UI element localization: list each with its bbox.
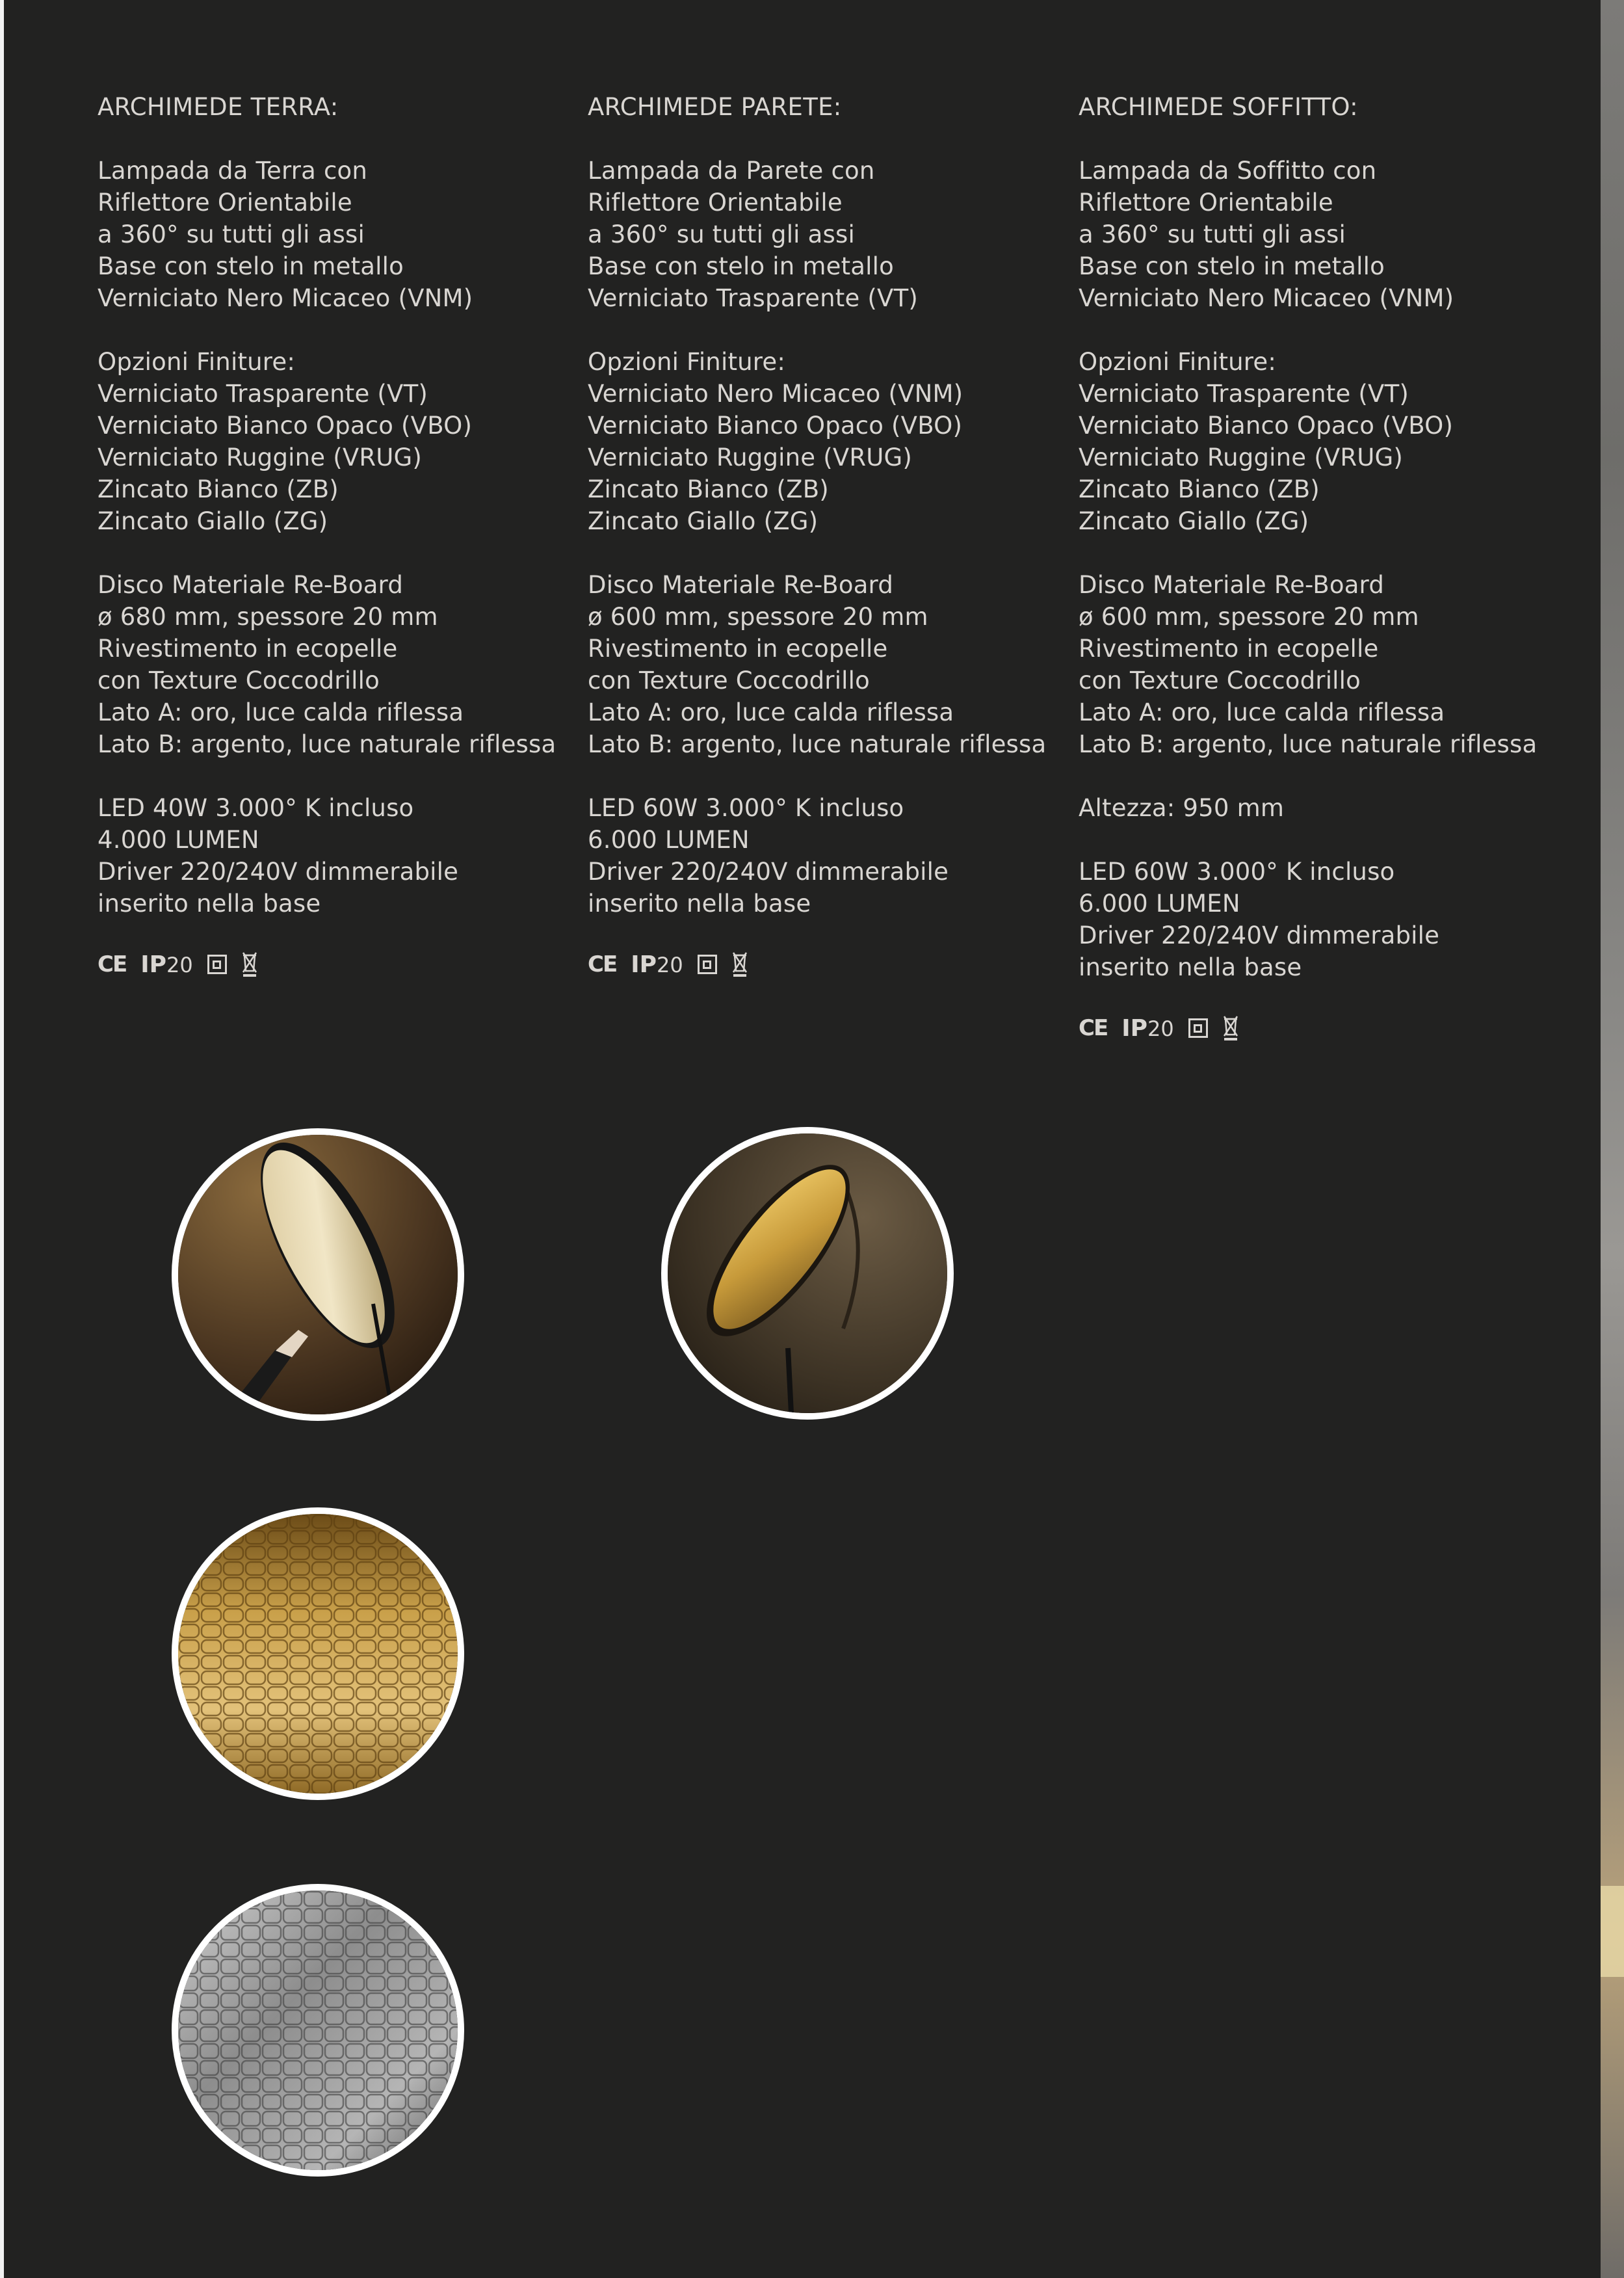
ip-rating: IP20	[1121, 1014, 1174, 1042]
product-column-2	[588, 91, 1069, 981]
product-title: ARCHIMEDE PARETE:	[588, 93, 842, 121]
ip-rating: IP20	[140, 951, 193, 978]
spec-line: Lato A: oro, luce calda riflessa	[98, 698, 464, 726]
spec-line: 6.000 LUMEN	[1079, 890, 1240, 918]
spec-line: a 360° su tutti gli assi	[588, 220, 855, 248]
photo-wall-lamp	[661, 1127, 954, 1420]
spec-line: ø 600 mm, spessore 20 mm	[1079, 603, 1419, 631]
spec-line: Riflettore Orientabile	[1079, 189, 1333, 217]
spec-line: Riflettore Orientabile	[98, 189, 352, 217]
spec-line: Verniciato Nero Micaceo (VNM)	[1079, 284, 1454, 312]
spec-line: Altezza: 950 mm	[1079, 794, 1285, 822]
spec-line: Verniciato Trasparente (VT)	[588, 284, 919, 312]
product-column-1	[98, 91, 579, 981]
spec-line: Verniciato Trasparente (VT)	[98, 380, 428, 408]
spec-line: Lato A: oro, luce calda riflessa	[588, 698, 954, 726]
spec-line: Disco Materiale Re-Board	[98, 571, 404, 599]
spec-line: Base con stelo in metallo	[98, 252, 404, 280]
spec-line: Verniciato Bianco Opaco (VBO)	[98, 412, 473, 440]
spec-line: Lampada da Terra con	[98, 157, 368, 185]
weee-bin-icon	[241, 951, 258, 977]
disc-specs	[98, 569, 579, 760]
spec-line: Verniciato Bianco Opaco (VBO)	[1079, 412, 1454, 440]
height-spec	[1079, 792, 1560, 824]
spec-line: Lato B: argento, luce naturale riflessa	[1079, 730, 1538, 758]
spec-line: Disco Materiale Re-Board	[1079, 571, 1385, 599]
spec-line: Verniciato Ruggine (VRUG)	[98, 444, 423, 471]
finish-options	[98, 346, 579, 537]
spec-line: Disco Materiale Re-Board	[588, 571, 894, 599]
spec-line: Opzioni Finiture:	[98, 348, 296, 376]
product-description	[588, 155, 1069, 314]
spec-line: Verniciato Trasparente (VT)	[1079, 380, 1409, 408]
spec-line: Lampada da Soffitto con	[1079, 157, 1377, 185]
weee-bin-icon	[731, 951, 748, 977]
spec-line: Riflettore Orientabile	[588, 189, 843, 217]
ce-mark-icon: CE	[588, 951, 617, 977]
spec-line: Base con stelo in metallo	[588, 252, 894, 280]
spec-line: ø 600 mm, spessore 20 mm	[588, 603, 928, 631]
spec-line: Lato B: argento, luce naturale riflessa	[588, 730, 1047, 758]
certification-marks	[1079, 1012, 1560, 1044]
spec-line: Zincato Giallo (ZG)	[588, 507, 819, 535]
product-description	[98, 155, 579, 314]
product-column-3	[1079, 91, 1560, 1044]
finish-options	[1079, 346, 1560, 537]
spec-line: con Texture Coccodrillo	[98, 667, 380, 695]
spec-line: Zincato Bianco (ZB)	[588, 475, 829, 503]
spec-line: Lampada da Parete con	[588, 157, 875, 185]
page-left-edge	[0, 0, 4, 2278]
spec-line: Verniciato Nero Micaceo (VNM)	[98, 284, 473, 312]
weee-bin-icon	[1222, 1015, 1239, 1041]
product-description	[1079, 155, 1560, 314]
spec-line: Rivestimento in ecopelle	[1079, 635, 1379, 663]
spec-line: Opzioni Finiture:	[1079, 348, 1277, 376]
spec-line: Driver 220/240V dimmerabile	[588, 858, 949, 886]
spec-line: con Texture Coccodrillo	[1079, 667, 1361, 695]
spec-line: Zincato Giallo (ZG)	[1079, 507, 1309, 535]
spec-line: LED 40W 3.000° K incluso	[98, 794, 414, 822]
certification-marks	[588, 948, 1069, 981]
adjacent-page-strip	[1601, 0, 1624, 2278]
spec-line: Zincato Bianco (ZB)	[98, 475, 339, 503]
spec-line: Opzioni Finiture:	[588, 348, 786, 376]
spec-line: Verniciato Nero Micaceo (VNM)	[588, 380, 963, 408]
led-specs	[588, 792, 1069, 920]
spec-line: Base con stelo in metallo	[1079, 252, 1385, 280]
spec-line: Verniciato Bianco Opaco (VBO)	[588, 412, 963, 440]
spec-line: LED 60W 3.000° K incluso	[588, 794, 904, 822]
spec-line: Zincato Giallo (ZG)	[98, 507, 328, 535]
photo-silver-crocodile-texture	[172, 1884, 464, 2177]
spec-line: Driver 220/240V dimmerabile	[1079, 921, 1440, 949]
class-ii-icon	[1188, 1018, 1208, 1038]
product-title: ARCHIMEDE SOFFITTO:	[1079, 93, 1358, 121]
spec-line: Lato A: oro, luce calda riflessa	[1079, 698, 1445, 726]
spec-line: a 360° su tutti gli assi	[98, 220, 365, 248]
spec-line: 4.000 LUMEN	[98, 826, 259, 854]
spec-line: inserito nella base	[1079, 953, 1302, 981]
photo-gold-crocodile-texture	[172, 1507, 464, 1800]
spec-line: a 360° su tutti gli assi	[1079, 220, 1346, 248]
photo-floor-lamp-hand	[172, 1128, 464, 1421]
spec-line: Lato B: argento, luce naturale riflessa	[98, 730, 557, 758]
spec-line: inserito nella base	[588, 890, 811, 918]
disc-specs	[588, 569, 1069, 760]
certification-marks	[98, 948, 579, 981]
spec-line: Rivestimento in ecopelle	[98, 635, 398, 663]
spec-line: 6.000 LUMEN	[588, 826, 750, 854]
spec-line: ø 680 mm, spessore 20 mm	[98, 603, 438, 631]
finish-options	[588, 346, 1069, 537]
class-ii-icon	[207, 955, 227, 974]
ip-rating: IP20	[631, 951, 683, 978]
led-specs	[98, 792, 579, 920]
led-specs	[1079, 856, 1560, 983]
spec-line: Driver 220/240V dimmerabile	[98, 858, 459, 886]
spec-line: Zincato Bianco (ZB)	[1079, 475, 1320, 503]
ce-mark-icon: CE	[98, 951, 127, 977]
class-ii-icon	[698, 955, 717, 974]
spec-line: Verniciato Ruggine (VRUG)	[588, 444, 913, 471]
product-title: ARCHIMEDE TERRA:	[98, 93, 339, 121]
spec-line: Rivestimento in ecopelle	[588, 635, 888, 663]
disc-specs	[1079, 569, 1560, 760]
ce-mark-icon: CE	[1079, 1015, 1108, 1041]
spec-line: Verniciato Ruggine (VRUG)	[1079, 444, 1404, 471]
spec-line: LED 60W 3.000° K incluso	[1079, 858, 1395, 886]
spec-line: con Texture Coccodrillo	[588, 667, 870, 695]
spec-line: inserito nella base	[98, 890, 321, 918]
